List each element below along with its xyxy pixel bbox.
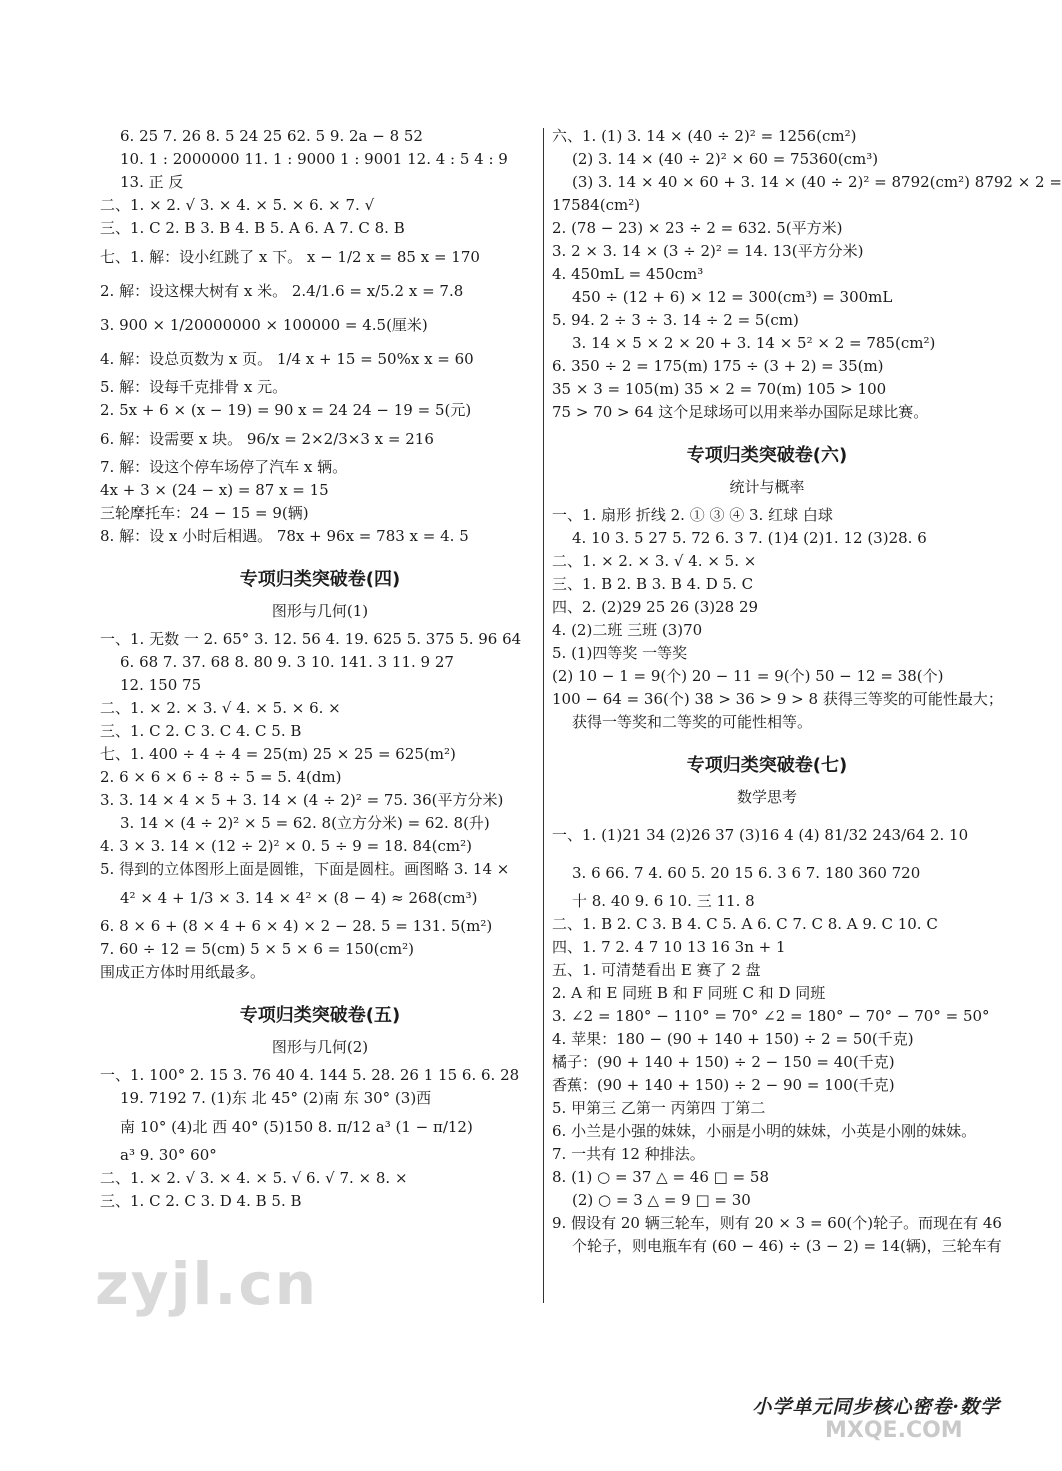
answer-line: 2. 6 × 6 × 6 ÷ 8 ÷ 5 = 5. 4(dm) — [100, 768, 342, 786]
answer-line: 6. 小兰是小强的妹妹，小丽是小明的妹妹，小英是小刚的妹妹。 — [552, 1122, 977, 1140]
corner-watermark: MXQE.COM — [825, 1418, 963, 1443]
answer-line: 六、1. (1) 3. 14 × (40 ÷ 2)² = 1256(cm²) — [552, 127, 857, 145]
answer-line: 十 8. 40 9. 6 10. 三 11. 8 — [572, 892, 755, 910]
answer-line: 5. 94. 2 ÷ 3 ÷ 3. 14 ÷ 2 = 5(cm) — [552, 311, 799, 329]
answer-line: 4. (2)二班 三班 (3)70 — [552, 621, 703, 639]
answer-line: 8. 解：设 x 小时后相遇。 78x + 96x = 783 x = 4. 5 — [100, 527, 469, 545]
answer-line: 二、1. × 2. × 3. √ 4. × 5. × — [552, 552, 757, 570]
answer-line: 七、1. 400 ÷ 4 ÷ 4 = 25(m) 25 × 25 = 625(m²) — [100, 745, 456, 763]
answer-line: 四、2. (2)29 25 26 (3)28 29 — [552, 598, 759, 616]
answer-line: 香蕉：(90 + 140 + 150) ÷ 2 − 90 = 100(千克) — [552, 1076, 895, 1094]
answer-line: 4x + 3 × (24 − x) = 87 x = 15 — [100, 481, 329, 499]
answer-line: 5. 解：设每千克排骨 x 元。 — [100, 378, 288, 396]
answer-line: 二、1. × 2. × 3. √ 4. × 5. × 6. × — [100, 699, 341, 717]
answer-line: 7. 60 ÷ 12 = 5(cm) 5 × 5 × 6 = 150(cm²) — [100, 940, 415, 958]
answer-line: 2. 解：设这棵大树有 x 米。 2.4/1.6 = x/5.2 x = 7.8 — [100, 282, 464, 300]
answer-line: 8. (1) ○ = 37 △ = 46 □ = 58 — [552, 1168, 770, 1186]
column-divider — [543, 128, 544, 1303]
answer-line: 9. 假设有 20 辆三轮车，则有 20 × 3 = 60(个)轮子。而现在有 46 — [552, 1214, 1002, 1232]
answer-line: 三、1. C 2. C 3. C 4. C 5. B — [100, 722, 302, 740]
answer-line: 四、1. 7 2. 4 7 10 13 16 3n + 1 — [552, 938, 786, 956]
answer-line: (2) 10 − 1 = 9(个) 20 − 11 = 9(个) 50 − 12 = 38(个) — [552, 667, 944, 685]
answer-line: 一、1. 扇形 折线 2. ① ③ ④ 3. 红球 白球 — [552, 506, 833, 524]
left-column — [100, 125, 540, 1213]
answer-line: 3. 2 × 3. 14 × (3 ÷ 2)² = 14. 13(平方分米) — [552, 242, 864, 260]
answer-line: 6. 25 7. 26 8. 5 24 25 62. 5 9. 2a − 8 52 — [120, 127, 423, 145]
answer-line: 一、1. 无数 一 2. 65° 3. 12. 56 4. 19. 625 5. 375 5. 96 64 — [100, 630, 522, 648]
answer-line: 5. 甲第三 乙第一 丙第四 丁第二 — [552, 1099, 766, 1117]
answer-line: 6. 350 ÷ 2 = 175(m) 175 ÷ (3 + 2) = 35(m) — [552, 357, 884, 375]
answer-line: 10. 1 : 2000000 11. 1 : 9000 1 : 9001 12. 4 : 5 4 : 9 — [120, 150, 508, 168]
answer-line: 4. 10 3. 5 27 5. 72 6. 3 7. (1)4 (2)1. 12 (3)28. 6 — [572, 529, 927, 547]
answer-line: 4. 解：设总页数为 x 页。 1/4 x + 15 = 50%x x = 60 — [100, 350, 474, 368]
answer-line: 3. 14 × (4 ÷ 2)² × 5 = 62. 8(立方分米) = 62. 8(升) — [120, 814, 490, 832]
answer-line: 三、1. C 2. C 3. D 4. B 5. B — [100, 1192, 302, 1210]
answer-line: 橘子：(90 + 140 + 150) ÷ 2 − 150 = 40(千克) — [552, 1053, 895, 1071]
answer-line: (3) 3. 14 × 40 × 60 + 3. 14 × (40 ÷ 2)² = 8792(cm²) 8792 × 2 = — [572, 173, 1062, 191]
answer-line: 5. 得到的立体图形上面是圆锥，下面是圆柱。画图略 3. 14 × — [100, 860, 510, 878]
answer-line: 3. 3. 14 × 4 × 5 + 3. 14 × (4 ÷ 2)² = 75. 36(平方分米) — [100, 791, 504, 809]
answer-line: 4. 3 × 3. 14 × (12 ÷ 2)² × 0. 5 ÷ 9 = 18. 84(cm²) — [100, 837, 472, 855]
answer-line: 19. 7192 7. (1)东 北 45° (2)南 东 30° (3)西 — [120, 1089, 432, 1107]
answer-line: 4. 450mL = 450cm³ — [552, 265, 704, 283]
answer-line: 2. (78 − 23) × 23 ÷ 2 = 632. 5(平方米) — [552, 219, 843, 237]
answer-line: 12. 150 75 — [120, 676, 202, 694]
section-title: 专项归类突破卷(七) — [686, 755, 848, 776]
answer-line: a³ 9. 30° 60° — [120, 1146, 217, 1164]
answer-line: 7. 解：设这个停车场停了汽车 x 辆。 — [100, 458, 348, 476]
section-subtitle: 图形与几何(1) — [271, 602, 369, 620]
answer-line: 17584(cm²) — [552, 196, 641, 214]
answer-line: 个轮子，则电瓶车有 (60 − 46) ÷ (3 − 2) = 14(辆)，三轮车有 — [572, 1237, 1002, 1255]
answer-line: 450 ÷ (12 + 6) × 12 = 300(cm³) = 300mL — [572, 288, 893, 306]
answer-line: 3. 6 66. 7 4. 60 5. 20 15 6. 3 6 7. 180 360 720 — [572, 864, 921, 882]
watermark: zyjl.cn — [95, 1250, 319, 1318]
answer-line: 二、1. × 2. √ 3. × 4. × 5. √ 6. √ 7. × 8. × — [100, 1169, 408, 1187]
answer-line: 75 > 70 > 64 这个足球场可以用来举办国际足球比赛。 — [552, 403, 929, 421]
section-title: 专项归类突破卷(四) — [239, 569, 401, 590]
answer-line: 七、1. 解：设小红跳了 x 下。 x − 1/2 x = 85 x = 170 — [100, 248, 480, 266]
answer-line: 6. 8 × 6 + (8 × 4 + 6 × 4) × 2 − 28. 5 = 131. 5(m²) — [100, 917, 493, 935]
answer-line: 围成正方体时用纸最多。 — [100, 963, 266, 981]
section-title: 专项归类突破卷(五) — [239, 1005, 401, 1026]
answer-line: 6. 解：设需要 x 块。 96/x = 2×2/3×3 x = 216 — [100, 430, 434, 448]
answer-line: 35 × 3 = 105(m) 35 × 2 = 70(m) 105 > 100 — [552, 380, 887, 398]
answer-line: 二、1. B 2. C 3. B 4. C 5. A 6. C 7. C 8. A 9. C 10. C — [552, 915, 938, 933]
section-subtitle: 统计与概率 — [729, 478, 805, 496]
answer-line: 5. (1)四等奖 一等奖 — [552, 644, 688, 662]
section-title: 专项归类突破卷(六) — [686, 445, 848, 466]
answer-line: 南 10° (4)北 西 40° (5)150 8. π/12 a³ (1 − π/12) — [120, 1118, 473, 1136]
answer-line: 2. 5x + 6 × (x − 19) = 90 x = 24 24 − 19 = 5(元) — [100, 401, 472, 419]
answer-line: 4² × 4 + 1/3 × 3. 14 × 4² × (8 − 4) ≈ 268(cm³) — [120, 889, 478, 907]
answer-line: 三轮摩托车：24 − 15 = 9(辆) — [100, 504, 309, 522]
answer-line: (2) ○ = 3 △ = 9 □ = 30 — [572, 1191, 751, 1209]
answer-line: (2) 3. 14 × (40 ÷ 2)² × 60 = 75360(cm³) — [572, 150, 879, 168]
answer-line: 三、1. C 2. B 3. B 4. B 5. A 6. A 7. C 8. B — [100, 219, 405, 237]
answer-line: 一、1. (1)21 34 (2)26 37 (3)16 4 (4) 81/32 243/64 2. 10 — [552, 826, 969, 844]
answer-line: 13. 正 反 — [120, 173, 184, 191]
answer-line: 4. 苹果：180 − (90 + 140 + 150) ÷ 2 = 50(千克) — [552, 1030, 914, 1048]
section-subtitle: 数学思考 — [736, 788, 797, 806]
answer-line: 7. 一共有 12 种排法。 — [552, 1145, 705, 1163]
section-subtitle: 图形与几何(2) — [271, 1038, 369, 1056]
answer-line: 3. 14 × 5 × 2 × 20 + 3. 14 × 5² × 2 = 785(cm²) — [572, 334, 936, 352]
answer-line: 6. 68 7. 37. 68 8. 80 9. 3 10. 141. 3 11. 9 27 — [120, 653, 454, 671]
answer-line: 一、1. 100° 2. 15 3. 76 40 4. 144 5. 28. 26 1 15 6. 6. 28 — [100, 1066, 520, 1084]
answer-line: 获得一等奖和二等奖的可能性相等。 — [572, 713, 813, 731]
answer-line: 三、1. B 2. B 3. B 4. D 5. C — [552, 575, 754, 593]
answer-line: 2. A 和 E 同班 B 和 F 同班 C 和 D 同班 — [552, 984, 826, 1002]
answer-line: 100 − 64 = 36(个) 38 > 36 > 9 > 8 获得三等奖的可能性最大； — [552, 690, 1003, 708]
answer-line: 3. 900 × 1/20000000 × 100000 = 4.5(厘米) — [100, 316, 428, 334]
answer-line: 五、1. 可清楚看出 E 赛了 2 盘 — [552, 961, 761, 979]
answer-line: 3. ∠2 = 180° − 110° = 70° ∠2 = 180° − 70° − 70° = 50° — [552, 1007, 990, 1025]
page-footer: 小学单元同步核心密卷·数学 — [752, 1396, 1000, 1418]
right-column — [552, 125, 1062, 1258]
answer-line: 二、1. × 2. √ 3. × 4. × 5. × 6. × 7. √ — [100, 196, 375, 214]
